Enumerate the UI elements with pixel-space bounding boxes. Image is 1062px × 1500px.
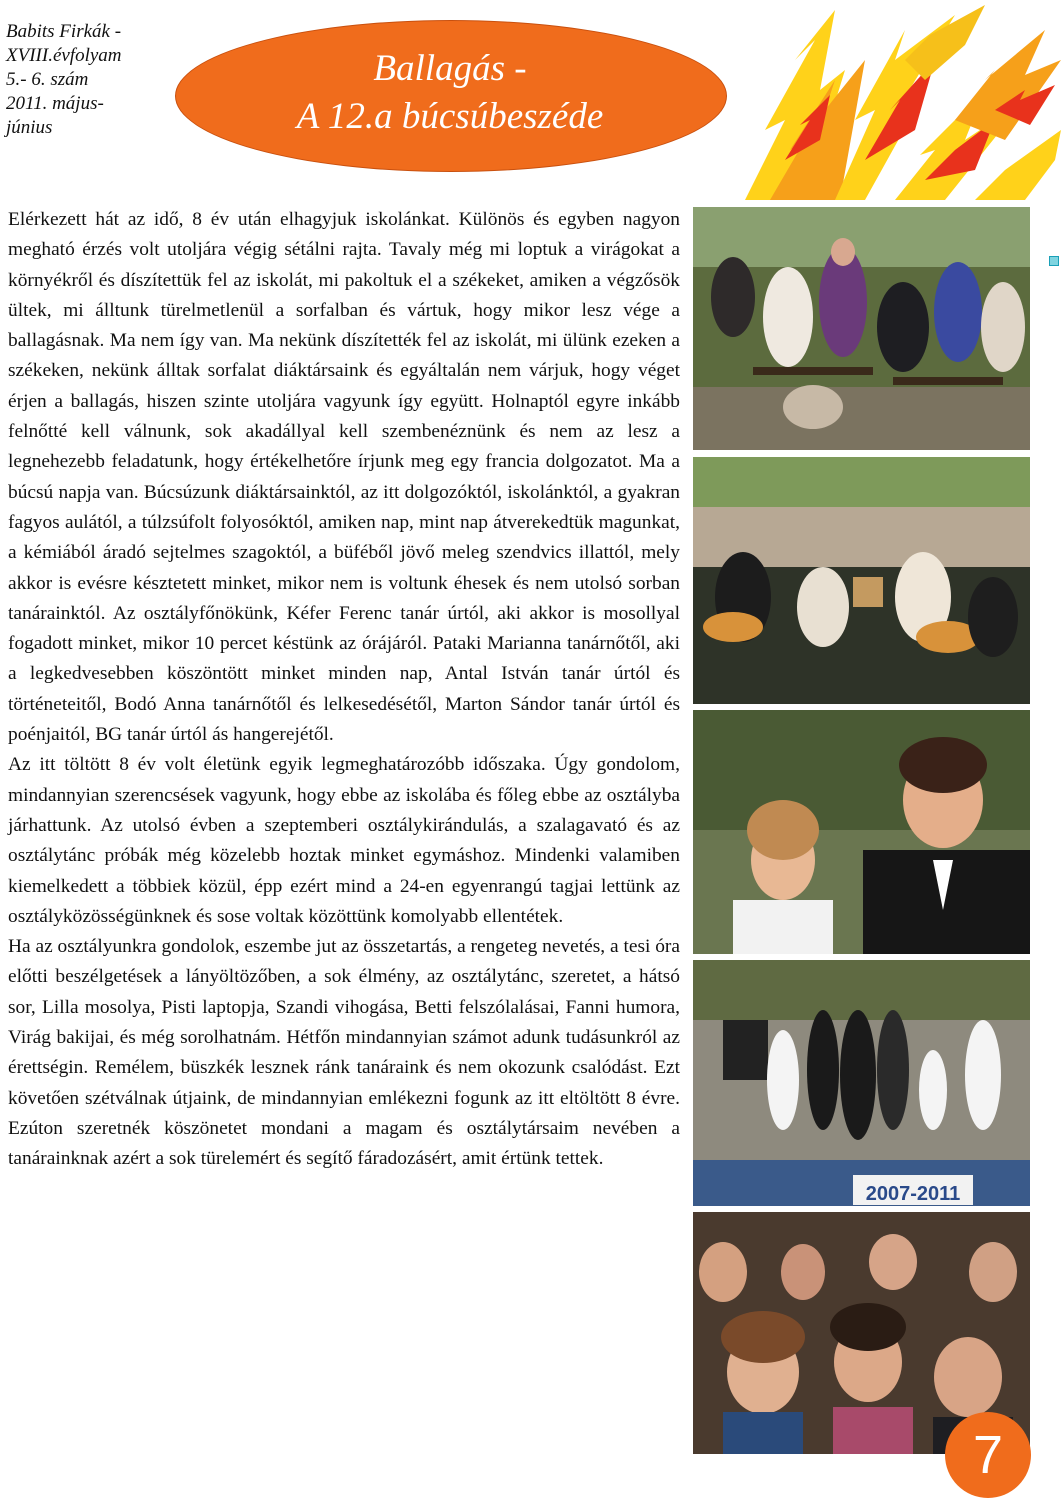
- masthead-date-cont: június: [6, 117, 53, 138]
- photo-students-portrait: [693, 710, 1030, 954]
- masthead-issue: 5.- 6. szám: [6, 69, 89, 90]
- masthead-volume: XVIII.évfolyam: [6, 45, 122, 66]
- decorative-marker: [1049, 256, 1059, 266]
- photo-guitar-performance: [693, 457, 1030, 704]
- masthead-date: 2011. május-: [6, 93, 104, 114]
- article-body: [8, 205, 680, 1175]
- photo-graduation-crowd: [693, 207, 1030, 450]
- photo-stage-ceremony: [693, 960, 1030, 1206]
- flame-decoration: [725, 0, 1062, 205]
- page-number: 7: [945, 1412, 1031, 1498]
- masthead: [6, 20, 176, 140]
- stage-banner-text: 2007-2011: [865, 1183, 961, 1205]
- article-paragraph-2: Az itt töltött 8 év volt életünk egyik legmeghatározóbb időszaka. Úgy gondolom, mindannyian szerencsések vagyunk, hogy ebbe az iskolába és főleg ebbe az osztályba járhattunk. Az utolsó évben a szeptemberi osztálykirándulás, a szalagavató és az osztálytánc próbák még közelebb hoztak minket egymáshoz. Mindenki valamiben kiemelkedett a többiek közül, épp ezért mind a 24-en egyenrangú tagjai lettünk az osztályközösségünknek és sose voltak közöttünk komolyabb ellentétek.: [8, 754, 680, 927]
- article-paragraph-3: Ha az osztályunkra gondolok, eszembe jut az összetartás, a rengeteg nevetés, a tesi óra előtti beszélgetések a lányöltözőben, a sok élmény, az osztálytánc, szeretet, a hátsó sor, Lilla mosolya, Pisti laptopja, Szandi vihogása, Betti felszólalásai, Fanni humora, Virág bakijai, és még sorolhatnám. Hétfőn mindannyian számot adunk tudásunkról az érettségin. Remélem, büszkék lesznek ránk tanáraink és nem okozunk csalódást. Ezt követően szétválnak útjaink, de mindannyian emlékezni fogunk az itt eltöltött 8 évre. Ezúton szeretnék köszönetet mondani a magam és osztálytársaim nevében a tanárainknak azért a sok türelemért és segítő fáradozásért, amit értünk tettek.: [8, 936, 680, 1170]
- page-title: [175, 45, 725, 141]
- masthead-publication: Babits Firkák -: [6, 21, 122, 42]
- title-line-1: Ballagás -: [373, 48, 527, 89]
- title-line-2: A 12.a búcsúbeszéde: [296, 96, 604, 137]
- article-paragraph-1: Elérkezett hát az idő, 8 év után elhagyjuk iskolánkat. Különös és egyben nagyon megható érzés volt utoljára végig sétálni rajta. Tavaly még mi loptuk a virágokat a környékről és díszítettük fel az iskolát, mi pakoltuk el a székeket, amiken a végzősök ültek, mi álltunk türelmetlenül a sorfalban és vártuk, hogy mikor lesz vége a ballagásnak. Ma nem így van. Ma nekünk díszítették fel az iskolát, mi ülünk ezeken a székeken, nekünk álltak sorfalat diáktársaink és egyáltalán nem várjuk, hogy véget érjen a ballagás, hiszen szinte utoljára vagyunk így együtt. Holnaptól egyre inkább felnőtté kell válnunk, sok akadállyal kell szembenéznünk és nem az lesz a legnehezebb feladatunk, hogy értékelhetőre írjunk meg egy francia dolgozatot. Ma a búcsú napja van. Búcsúzunk diáktársainktól, az itt dolgozóktól, iskolánktól, a gyakran fagyos aulától, a túlzsúfolt folyosóktól, amiken nap, mint nap átverekedtük magunkat, a kémiából áradó sejtelmes szagoktól, a büféből jövő meleg szendvics illattól, mely akkor is evésre késztetett minket, mikor nem is voltunk éhesek és nem utolsó sorban tanárainktól. Az osztályfőnökünk, Kéfer Ferenc tanár úrtól, aki akkor is mosollyal fogadott minket, mikor 10 percet késtünk az órájáról. Pataki Marianna tanárnőtől, aki a legkedvesebben köszöntött minket minden nap, Antal István tanár úrtól és történeteitől, Bodó Anna tanárnőtől és lelkesedésétől, Marton Sándor tanár úrtól és poénjaitól, BG tanár úrtól ás hangerejétől.: [8, 209, 680, 746]
